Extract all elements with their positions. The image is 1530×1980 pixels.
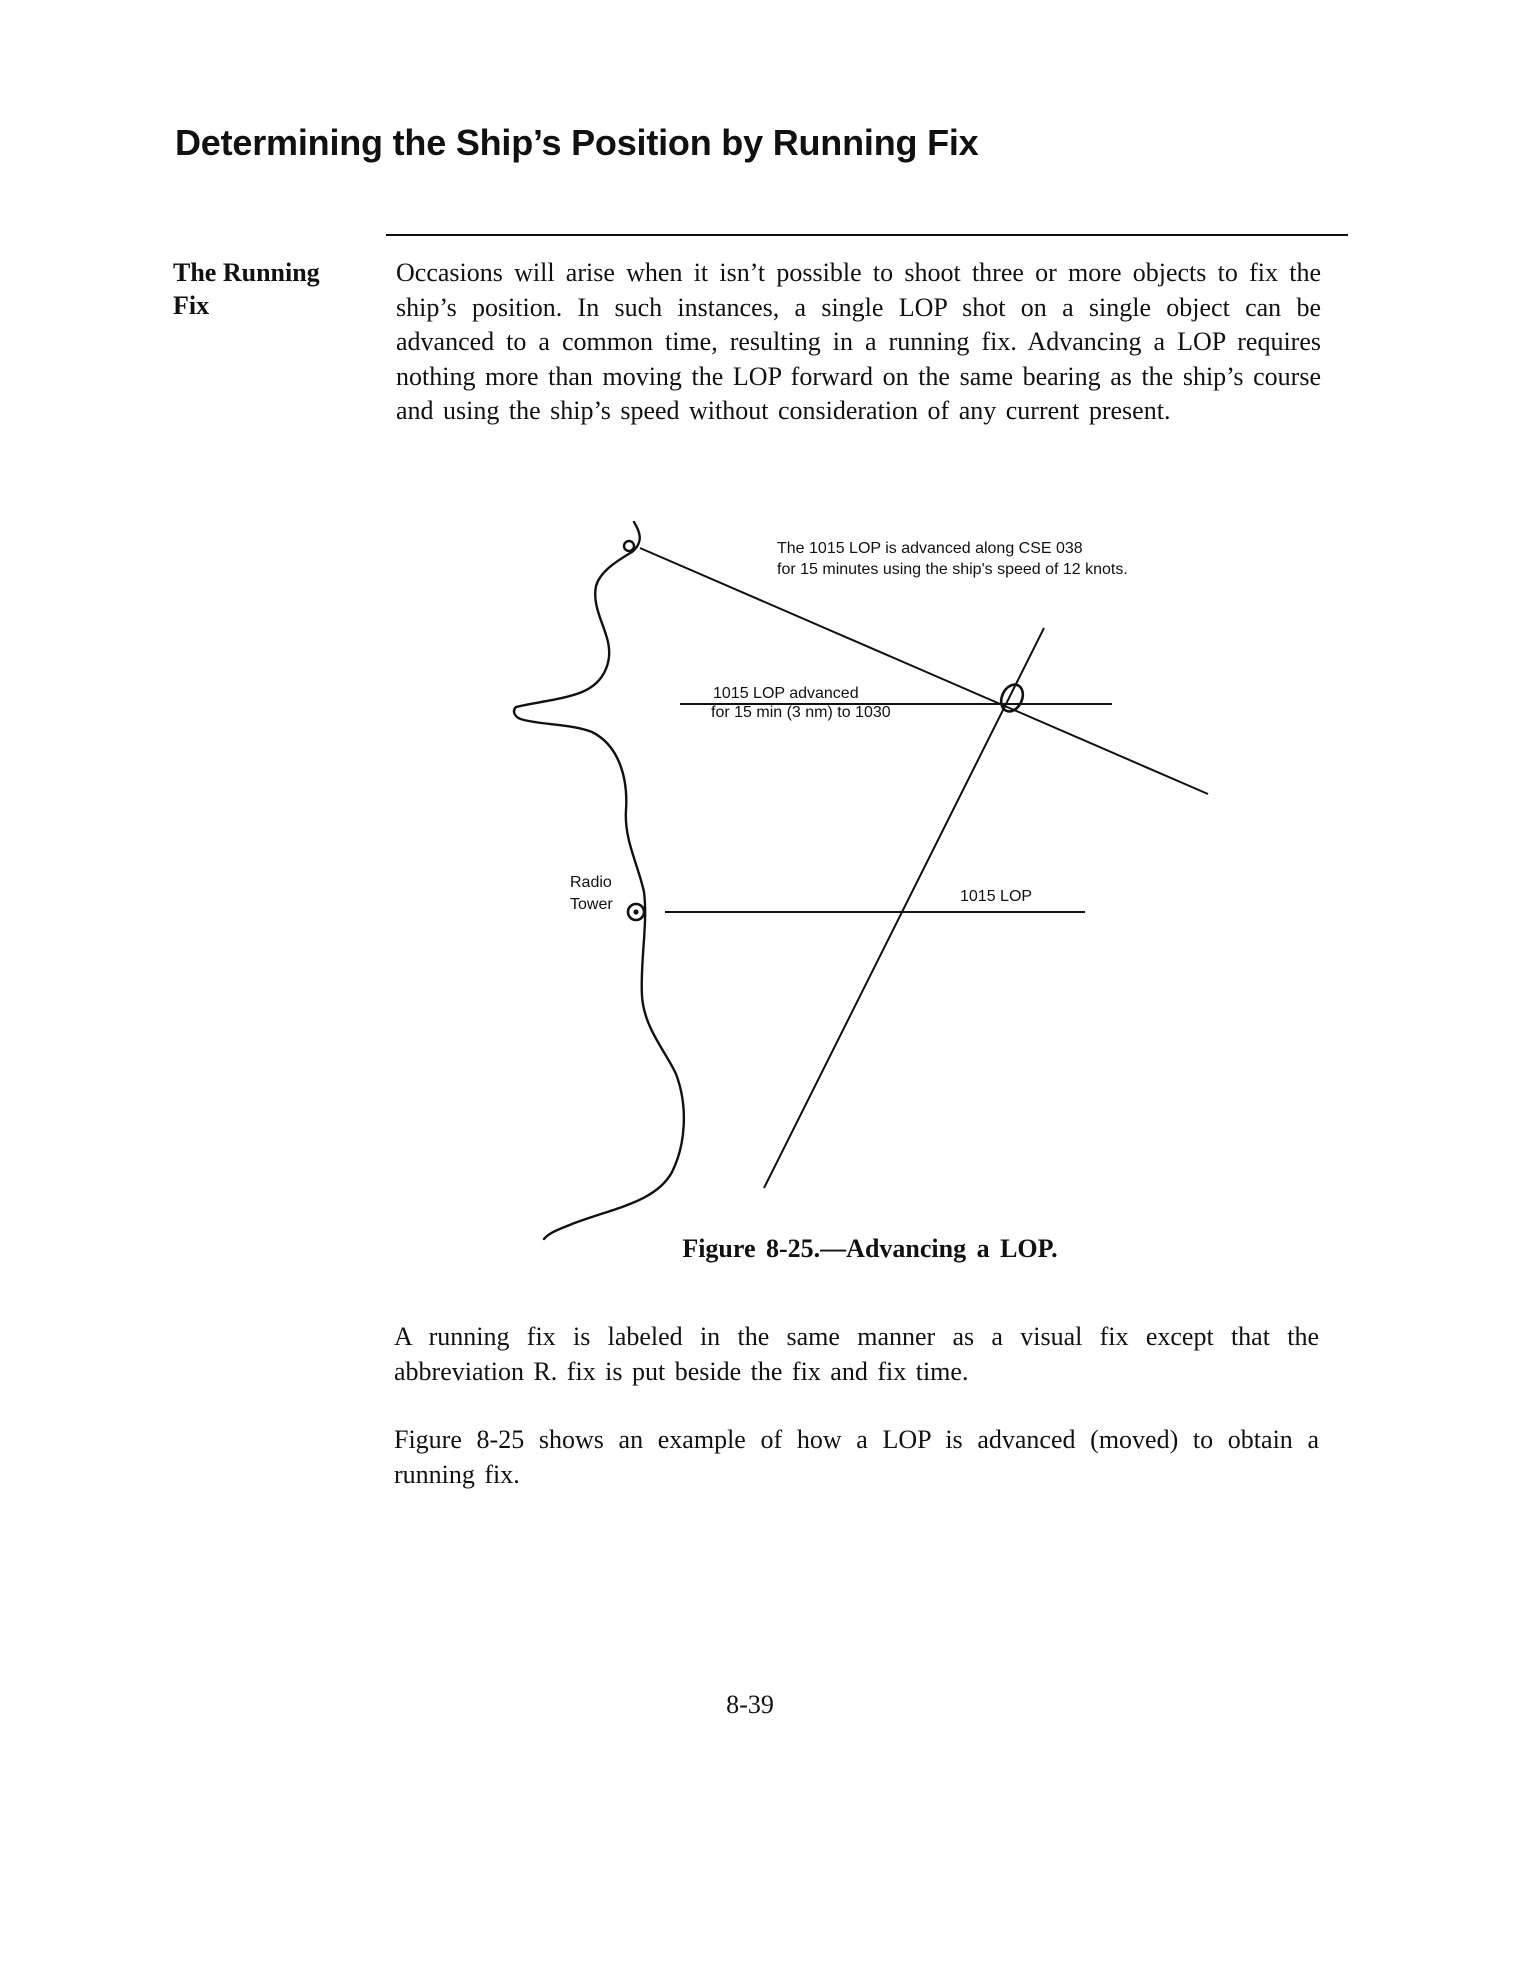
bearing-line-long (640, 548, 1208, 794)
figure-note-line2: for 15 minutes using the ship's speed of 12 knots. (777, 561, 1128, 578)
figure-advancing-lop (500, 508, 1220, 1248)
figure-diagram (500, 508, 1220, 1248)
section-heading-line2: Fix (173, 291, 210, 320)
section-heading-line1: The Running (173, 258, 320, 287)
radio-tower-label-line1: Radio (570, 874, 612, 891)
intro-paragraph: Occasions will arise when it isn’t possible to shoot three or more objects to fix the ship’s position. In such instances, a single LOP shot on a single object can be advanced to a common time, resulting in a running fix. Advancing a LOP requires nothing more than moving the LOP forward on the same bearing as the ship’s course and using the ship’s speed without consideration of any current present. (396, 258, 1321, 425)
advanced-lop-label-line2: for 15 min (3 nm) to 1030 (711, 704, 891, 721)
running-fix-symbol (997, 681, 1027, 715)
figure-note-line1: The 1015 LOP is advanced along CSE 038 (777, 540, 1083, 557)
advanced-lop-label-line1: 1015 LOP advanced (713, 685, 859, 702)
figure-reference-paragraph: Figure 8-25 shows an example of how a LOP is advanced (moved) to obtain a running fix. (394, 1425, 1319, 1489)
page-number: 8-39 (726, 1690, 774, 1719)
running-fix-label-paragraph: A running fix is labeled in the same manner as a visual fix except that the abbreviation R. fix is put beside the fix and fix time. (394, 1322, 1319, 1386)
section-divider (386, 234, 1348, 236)
figure-caption: Figure 8-25.—Advancing a LOP. (682, 1234, 1058, 1263)
section-heading (173, 256, 373, 322)
radio-tower-label-line2: Tower (570, 896, 613, 913)
lop-1015-label: 1015 LOP (960, 888, 1033, 905)
radio-tower-center (633, 909, 638, 914)
page-title: Determining the Ship’s Position by Running Fix (175, 122, 979, 163)
coast-marker (624, 541, 634, 551)
